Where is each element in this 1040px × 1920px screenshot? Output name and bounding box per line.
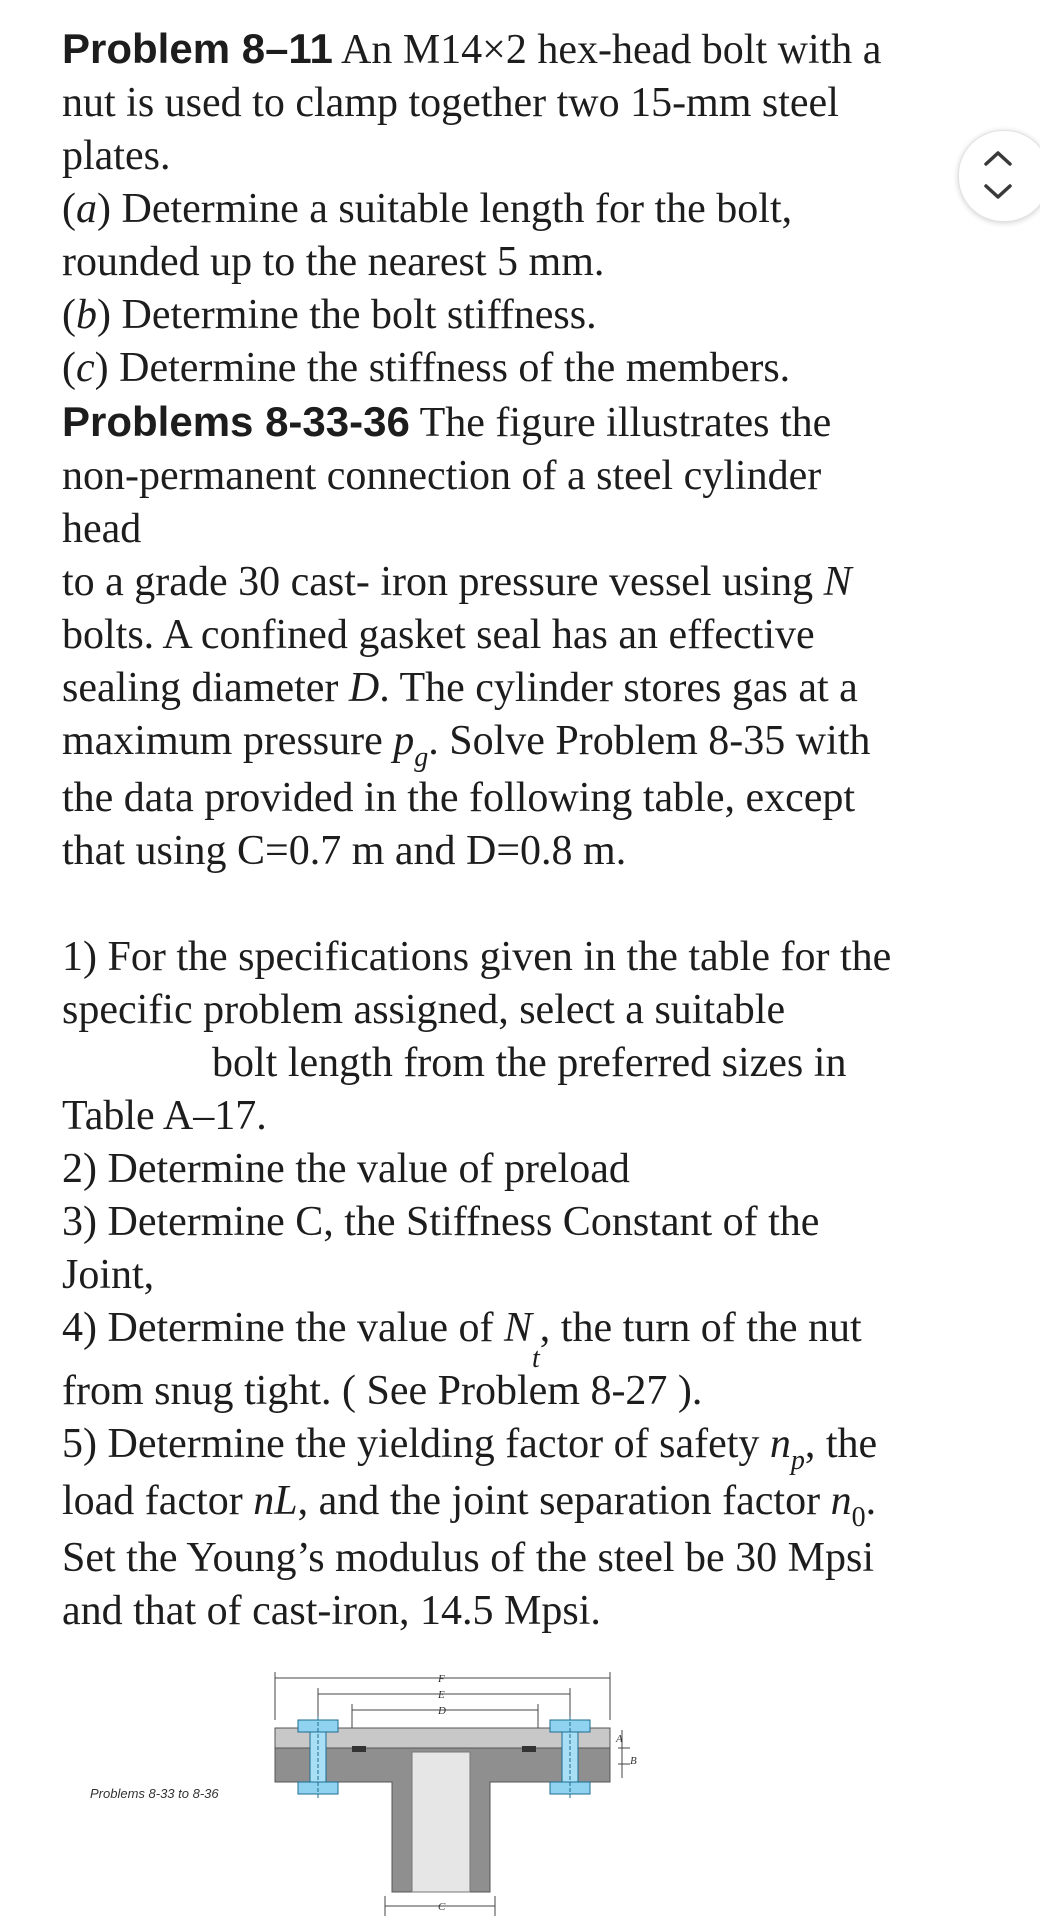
task-3-line-1: 3) Determine C, the Stiffness Constant of the <box>62 1199 820 1245</box>
task-4-line-1: 4) Determine the value of $N_t$, the turn of the nut <box>62 1305 862 1374</box>
vessel-bore <box>412 1752 470 1892</box>
bolted-joint-figure <box>90 1660 690 1920</box>
task-5-line-1: 5) Determine the yielding factor of safety $n_p$, the <box>62 1421 878 1476</box>
label-c: C <box>438 1901 446 1913</box>
problem-8-11-heading: Problem 8–11 <box>62 25 333 72</box>
task-5-line-3: Set the Young’s modulus of the steel be 30 Mpsi <box>62 1535 875 1581</box>
page-nav-pill <box>958 130 1040 222</box>
label-d: D <box>438 1705 446 1717</box>
chevron-down-icon[interactable] <box>981 181 1015 203</box>
task-1-line-2: specific problem assigned, select a suitable <box>62 987 786 1033</box>
paragraph-gap <box>62 878 1002 931</box>
task-1-line-3: bolt length from the preferred sizes in <box>212 1040 847 1086</box>
label-f: F <box>438 1673 445 1685</box>
document-body <box>62 22 1002 1638</box>
problems-8-33-line-7: maximum pressure $p_g$. Solve Problem 8-35 with <box>62 718 871 773</box>
label-e: E <box>438 1689 445 1701</box>
problems-8-33-line-8: the data provided in the following table, except <box>62 775 856 821</box>
problems-8-33-line-6: sealing diameter D. The cylinder stores gas at a <box>62 665 858 711</box>
problems-8-33-line-1: Problems 8-33-36 The figure illustrates the <box>62 398 832 446</box>
task-1-line-4: Table A–17. <box>62 1093 267 1139</box>
part-c-line: (c) Determine the stiffness of the members. <box>62 345 791 391</box>
figure-caption: Problems 8-33 to 8-36 <box>90 1786 219 1801</box>
problems-8-33-line-9: that using C=0.7 m and D=0.8 m. <box>62 828 627 874</box>
task-5-line-4: and that of cast-iron, 14.5 Mpsi. <box>62 1588 601 1634</box>
task-3-line-2: Joint, <box>62 1252 155 1298</box>
problems-8-33-line-3: head <box>62 506 142 552</box>
cylinder-head-diagram <box>90 1660 690 1920</box>
problem-8-11-line-3: plates. <box>62 133 171 179</box>
problems-8-33-line-2: non-permanent connection of a steel cylinder <box>62 453 822 499</box>
problems-8-33-line-4: to a grade 30 cast- iron pressure vessel using N <box>62 559 852 605</box>
gasket-left <box>352 1746 366 1752</box>
gasket-right <box>522 1746 536 1752</box>
part-a-line-2: rounded up to the nearest 5 mm. <box>62 239 605 285</box>
part-b-line: (b) Determine the bolt stiffness. <box>62 292 597 338</box>
problems-8-33-line-5: bolts. A confined gasket seal has an effective <box>62 612 815 658</box>
task-2-line: 2) Determine the value of preload <box>62 1146 630 1192</box>
label-a: A <box>616 1733 623 1745</box>
task-5-line-2: load factor nL, and the joint separation factor $n_0$. <box>62 1478 877 1533</box>
task-1-line-1: 1) For the specifications given in the table for the <box>62 934 892 980</box>
chevron-up-icon[interactable] <box>981 147 1015 169</box>
problems-8-33-heading: Problems 8-33-36 <box>62 398 410 445</box>
part-a-line-1: (a) Determine a suitable length for the bolt, <box>62 186 793 232</box>
task-4-line-2: from snug tight. ( See Problem 8-27 ). <box>62 1368 703 1414</box>
problem-8-11-line-2: nut is used to clamp together two 15-mm steel <box>62 80 839 126</box>
problem-8-11-line-1: Problem 8–11 An M14×2 hex-head bolt with a <box>62 25 882 73</box>
label-b: B <box>630 1755 637 1767</box>
